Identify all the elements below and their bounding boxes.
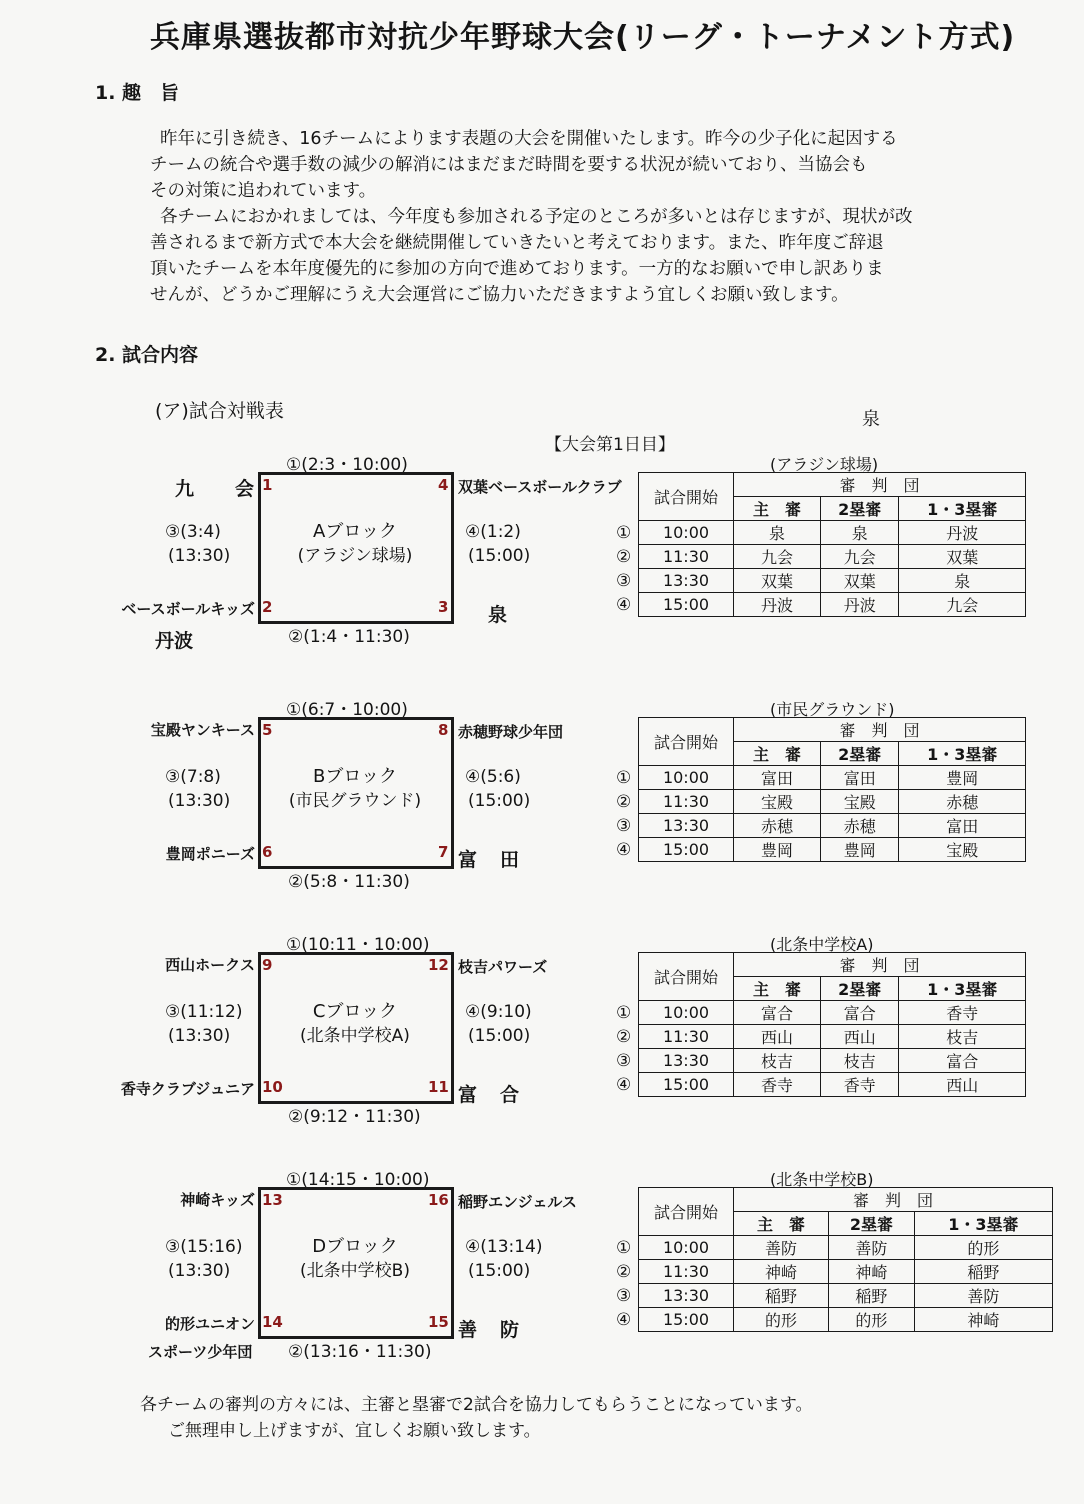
table-row: [639, 838, 1026, 862]
team-bottom-left-sub: 丹波: [155, 630, 194, 652]
header-first-third: 1・3塁審: [899, 497, 1026, 521]
top-match: ①(14:15・10:00): [286, 1170, 430, 1190]
paragraph-line: 各チームにおかれましては、今年度も参加される予定のところが多いとは存じますが、現状が改: [160, 207, 913, 227]
first-third-umpire: 双葉: [899, 545, 1026, 569]
block-name: Aブロック: [313, 521, 397, 542]
match-number: ②: [616, 547, 632, 567]
table-venue: (市民グラウンド): [770, 700, 895, 719]
match-number: ①: [616, 523, 632, 543]
team-top-left: 西山ホークス: [165, 956, 255, 974]
table-venue: (アラジン球場): [770, 455, 879, 474]
team-number: 2: [262, 598, 273, 616]
right-match: ④(13:14): [465, 1237, 543, 1257]
second-base-umpire: 赤穂: [821, 814, 899, 838]
referee-table: [638, 717, 1026, 862]
table-row: [639, 545, 1026, 569]
match-number: ④: [616, 840, 632, 860]
header-first-third: 1・3塁審: [899, 977, 1026, 1001]
block-name: Bブロック: [313, 766, 397, 787]
block-venue: (アラジン球場): [297, 546, 413, 566]
start-time: 15:00: [639, 838, 734, 862]
right-match: ④(1:2): [465, 522, 521, 542]
team-bottom-left: 豊岡ポニーズ: [165, 845, 255, 863]
team-bottom-right: 富 合: [458, 1084, 522, 1106]
team-number: 7: [438, 843, 449, 861]
referee-table: [638, 1187, 1053, 1332]
first-third-umpire: 稲野: [914, 1260, 1052, 1284]
start-time: 11:30: [639, 545, 734, 569]
start-time: 10:00: [639, 766, 734, 790]
header-chief: 主 審: [734, 742, 821, 766]
top-match: ①(2:3・10:00): [286, 455, 408, 475]
team-bottom-right: 善 防: [458, 1319, 522, 1341]
team-number: 15: [428, 1313, 449, 1331]
team-bottom-left: 香寺クラブジュニア: [120, 1080, 255, 1098]
day-label: 【大会第1日目】: [545, 435, 675, 455]
match-number: ④: [616, 1075, 632, 1095]
chief-umpire: 丹波: [734, 593, 821, 617]
team-top-right: 双葉ベースボールクラブ: [458, 478, 622, 496]
second-base-umpire: 神崎: [829, 1260, 915, 1284]
section2-heading: 2. 試合内容: [95, 344, 199, 366]
right-time: (15:00): [468, 1026, 531, 1046]
team-number: 9: [262, 956, 273, 974]
table-row: [639, 1236, 1053, 1260]
team-number: 10: [262, 1078, 283, 1096]
team-top-right: 枝吉パワーズ: [458, 958, 548, 976]
start-time: 11:30: [639, 1260, 734, 1284]
team-bottom-left-sub: スポーツ少年団: [148, 1343, 253, 1361]
chief-umpire: 稲野: [734, 1284, 829, 1308]
match-number: ③: [616, 571, 632, 591]
team-bottom-right: 富 田: [458, 849, 522, 871]
match-number: ②: [616, 1262, 632, 1282]
table-row: [639, 766, 1026, 790]
match-number: ②: [616, 792, 632, 812]
team-top-left: 神崎キッズ: [180, 1191, 255, 1209]
first-third-umpire: 善防: [914, 1284, 1052, 1308]
right-match: ④(5:6): [465, 767, 521, 787]
first-third-umpire: 枝吉: [899, 1025, 1026, 1049]
paragraph-line: その対策に追われています。: [150, 181, 377, 201]
header-start: 試合開始: [639, 953, 734, 1001]
second-base-umpire: 宝殿: [821, 790, 899, 814]
schedule-subheading: (ア)試合対戦表: [155, 400, 284, 422]
match-number: ③: [616, 1286, 632, 1306]
header-first-third: 1・3塁審: [914, 1212, 1052, 1236]
chief-umpire: 西山: [734, 1025, 821, 1049]
table-row: [639, 814, 1026, 838]
table-row: [639, 1025, 1026, 1049]
header-second: 2塁審: [821, 742, 899, 766]
chief-umpire: 神崎: [734, 1260, 829, 1284]
team-number: 1: [262, 476, 273, 494]
match-number: ③: [616, 1051, 632, 1071]
first-third-umpire: 九会: [899, 593, 1026, 617]
table-row: [639, 1260, 1053, 1284]
bottom-match: ②(13:16・11:30): [288, 1342, 432, 1362]
chief-umpire: 豊岡: [734, 838, 821, 862]
footer-line: 各チームの審判の方々には、主審と塁審で2試合を協力してもらうことになっています。: [140, 1395, 813, 1415]
second-base-umpire: 西山: [821, 1025, 899, 1049]
chief-umpire: 宝殿: [734, 790, 821, 814]
left-match: ③(11:12): [165, 1002, 243, 1022]
first-third-umpire: 西山: [899, 1073, 1026, 1097]
second-base-umpire: 九会: [821, 545, 899, 569]
chief-umpire: 香寺: [734, 1073, 821, 1097]
team-number: 11: [428, 1078, 449, 1096]
block-venue: (北条中学校B): [300, 1261, 410, 1281]
table-venue: (北条中学校B): [770, 1170, 874, 1189]
footer-line: ご無理申し上げますが、宜しくお願い致します。: [168, 1421, 541, 1441]
start-time: 13:30: [639, 1284, 734, 1308]
match-number: ②: [616, 1027, 632, 1047]
start-time: 10:00: [639, 1236, 734, 1260]
header-second: 2塁審: [821, 977, 899, 1001]
team-top-right: 稲野エンジェルス: [458, 1193, 577, 1211]
second-base-umpire: 丹波: [821, 593, 899, 617]
second-base-umpire: 稲野: [829, 1284, 915, 1308]
team-top-right: 赤穂野球少年団: [458, 723, 564, 741]
header-chief: 主 審: [734, 497, 821, 521]
header-second: 2塁審: [829, 1212, 915, 1236]
bottom-match: ②(5:8・11:30): [288, 872, 410, 892]
chief-umpire: 善防: [734, 1236, 829, 1260]
paragraph-line: 善されるまで新方式で本大会を継続開催していきたいと考えております。また、昨年度ご辞退: [150, 233, 884, 253]
header-first-third: 1・3塁審: [899, 742, 1026, 766]
referee-table: [638, 472, 1026, 617]
match-number: ④: [616, 595, 632, 615]
team-top-left: 宝殿ヤンキース: [150, 721, 255, 739]
second-base-umpire: 枝吉: [821, 1049, 899, 1073]
first-third-umpire: 神崎: [914, 1308, 1052, 1332]
block-venue: (北条中学校A): [300, 1026, 410, 1046]
block-name: Cブロック: [312, 1001, 398, 1022]
second-base-umpire: 善防: [829, 1236, 915, 1260]
team-number: 8: [438, 721, 449, 739]
block-venue: (市民グラウンド): [288, 791, 422, 811]
table-venue: (北条中学校A): [770, 935, 874, 954]
team-number: 3: [438, 598, 449, 616]
header-group: 審 判 団: [734, 473, 1026, 497]
left-time: (13:30): [168, 791, 231, 811]
left-match: ③(7:8): [165, 767, 221, 787]
second-base-umpire: 双葉: [821, 569, 899, 593]
start-time: 11:30: [639, 790, 734, 814]
left-match: ③(3:4): [165, 522, 221, 542]
first-third-umpire: 的形: [914, 1236, 1052, 1260]
header-start: 試合開始: [639, 1188, 734, 1236]
team-bottom-left: 的形ユニオン: [164, 1315, 255, 1333]
section1-heading: 1. 趣 旨: [95, 82, 180, 104]
header-second: 2塁審: [821, 497, 899, 521]
first-third-umpire: 赤穂: [899, 790, 1026, 814]
team-number: 13: [262, 1191, 283, 1209]
start-time: 10:00: [639, 521, 734, 545]
header-start: 試合開始: [639, 718, 734, 766]
team-number: 5: [262, 721, 273, 739]
chief-umpire: 泉: [734, 521, 821, 545]
first-third-umpire: 泉: [899, 569, 1026, 593]
first-third-umpire: 香寺: [899, 1001, 1026, 1025]
match-number: ④: [616, 1310, 632, 1330]
table-row: [639, 521, 1026, 545]
chief-umpire: 枝吉: [734, 1049, 821, 1073]
chief-umpire: 的形: [734, 1308, 829, 1332]
chief-umpire: 赤穂: [734, 814, 821, 838]
right-match: ④(9:10): [465, 1002, 532, 1022]
start-time: 11:30: [639, 1025, 734, 1049]
table-row: [639, 1073, 1026, 1097]
header-group: 審 判 団: [734, 718, 1026, 742]
bottom-match: ②(9:12・11:30): [288, 1107, 421, 1127]
first-third-umpire: 富田: [899, 814, 1026, 838]
match-number: ①: [616, 768, 632, 788]
start-time: 13:30: [639, 569, 734, 593]
second-base-umpire: 富合: [821, 1001, 899, 1025]
venue-note: 泉: [862, 409, 880, 430]
first-third-umpire: 富合: [899, 1049, 1026, 1073]
second-base-umpire: 的形: [829, 1308, 915, 1332]
left-match: ③(15:16): [165, 1237, 243, 1257]
header-group: 審 判 団: [734, 953, 1026, 977]
first-third-umpire: 豊岡: [899, 766, 1026, 790]
second-base-umpire: 豊岡: [821, 838, 899, 862]
document-title: 兵庫県選抜都市対抗少年野球大会(リーグ・トーナメント方式): [150, 20, 1016, 55]
team-number: 12: [428, 956, 449, 974]
team-number: 16: [428, 1191, 449, 1209]
paragraph-line: 頂いたチームを本年度優先的に参加の方向で進めております。一方的なお願いで申し訳ありま: [150, 259, 884, 279]
chief-umpire: 富田: [734, 766, 821, 790]
block-name: Dブロック: [312, 1236, 398, 1257]
second-base-umpire: 香寺: [821, 1073, 899, 1097]
left-time: (13:30): [168, 1026, 231, 1046]
chief-umpire: 九会: [734, 545, 821, 569]
top-match: ①(10:11・10:00): [286, 935, 430, 955]
bottom-match: ②(1:4・11:30): [288, 627, 410, 647]
right-time: (15:00): [468, 1261, 531, 1281]
left-time: (13:30): [168, 546, 231, 566]
team-number: 14: [262, 1313, 283, 1331]
table-row: [639, 1308, 1053, 1332]
table-row: [639, 593, 1026, 617]
table-row: [639, 1284, 1053, 1308]
header-chief: 主 審: [734, 1212, 829, 1236]
right-time: (15:00): [468, 546, 531, 566]
paragraph-line: 昨年に引き続き、16チームによります表題の大会を開催いたします。昨今の少子化に起因する: [160, 129, 898, 149]
start-time: 15:00: [639, 1073, 734, 1097]
paragraph-line: せんが、どうかご理解にうえ大会運営にご協力いただきますよう宜しくお願い致します。: [150, 285, 849, 305]
chief-umpire: 富合: [734, 1001, 821, 1025]
team-number: 6: [262, 843, 273, 861]
team-bottom-right: 泉: [488, 604, 510, 626]
second-base-umpire: 泉: [821, 521, 899, 545]
start-time: 13:30: [639, 1049, 734, 1073]
left-time: (13:30): [168, 1261, 231, 1281]
start-time: 13:30: [639, 814, 734, 838]
first-third-umpire: 宝殿: [899, 838, 1026, 862]
start-time: 15:00: [639, 1308, 734, 1332]
first-third-umpire: 丹波: [899, 521, 1026, 545]
chief-umpire: 双葉: [734, 569, 821, 593]
referee-table: [638, 952, 1026, 1097]
match-number: ③: [616, 816, 632, 836]
start-time: 10:00: [639, 1001, 734, 1025]
team-number: 4: [438, 476, 449, 494]
match-number: ①: [616, 1238, 632, 1258]
team-bottom-left: ベースボールキッズ: [121, 600, 255, 618]
table-row: [639, 569, 1026, 593]
second-base-umpire: 富田: [821, 766, 899, 790]
start-time: 15:00: [639, 593, 734, 617]
table-row: [639, 790, 1026, 814]
match-number: ①: [616, 1003, 632, 1023]
table-row: [639, 1049, 1026, 1073]
paragraph-line: チームの統合や選手数の減少の解消にはまだまだ時間を要する状況が続いており、当協会も: [150, 155, 868, 175]
right-time: (15:00): [468, 791, 531, 811]
top-match: ①(6:7・10:00): [286, 700, 408, 720]
header-group: 審 判 団: [734, 1188, 1053, 1212]
header-start: 試合開始: [639, 473, 734, 521]
table-row: [639, 1001, 1026, 1025]
header-chief: 主 審: [734, 977, 821, 1001]
team-top-left: 九 会: [174, 478, 255, 500]
